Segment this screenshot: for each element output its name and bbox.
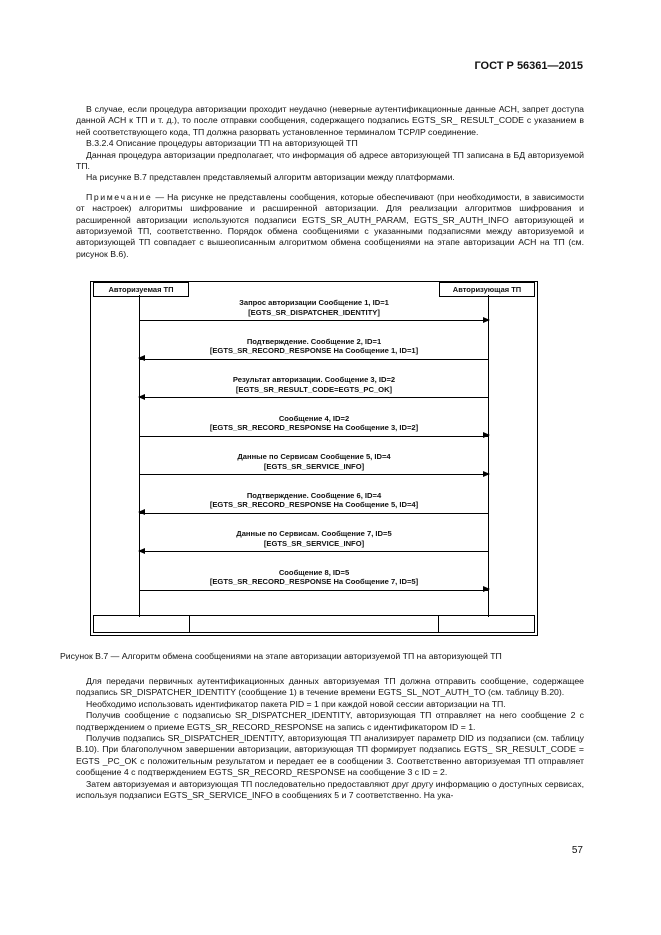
message-line2: [EGTS_SR_RECORD_RESPONSE На Сообщение 3, ID=2]	[209, 423, 419, 432]
footer-divider	[438, 616, 439, 632]
message-arrow	[139, 474, 489, 475]
message-label	[139, 375, 489, 394]
message-arrow	[139, 397, 489, 398]
message-line1: Результат авторизации. Сообщение 3, ID=2	[232, 375, 396, 384]
diagram-footer-bar	[93, 615, 535, 633]
message-arrow	[139, 359, 489, 360]
message-arrow	[139, 513, 489, 514]
left-actor: Авторизуемая ТП	[93, 282, 189, 297]
section-heading: В.3.2.4 Описание процедуры авторизации ТП на авторизующей ТП	[86, 138, 358, 149]
message-label	[139, 414, 489, 433]
message-label	[139, 452, 489, 471]
paragraph: Получив подзапись SR_DISPATCHER_IDENTITY, авторизующая ТП анализирует параметр DID из подзаписи (см. таблицу В.10). При благополучном завершении авторизации, авторизующая ТП формирует подзапись EGTS_ SR_RESULT_CODE = EGTS _PC_OK с положительным результатом и передает ее в сообщении 3. Соответственно авторизуемая ТП отправляет сообщение 4 с подтверждением EGTS_SR_RECORD_RESPONSE на сообщение 3 с ID = 2.	[76, 733, 584, 778]
message-arrow	[139, 551, 489, 552]
message-line1: Сообщение 4, ID=2	[278, 413, 350, 423]
message-label	[139, 337, 489, 356]
note	[76, 192, 584, 260]
paragraph: На рисунке В.7 представлен представляемый алгоритм авторизации между платформами.	[86, 172, 455, 183]
paragraph: Для передачи первичных аутентификационных данных авторизуемая ТП должна отправить сообщение, содержащее подзапись SR_DISPATCHER_IDENTITY (сообщение 1) в течение времени EGTS_SL_NOT_AUTH_TO (см. таблицу В.20).	[76, 676, 584, 698]
message-line2: [EGTS_SR_SERVICE_INFO]	[263, 461, 365, 471]
message-label	[139, 568, 489, 587]
body-section	[76, 676, 584, 801]
paragraph: Получив сообщение с подзаписью SR_DISPATCHER_IDENTITY, авторизующая ТП отправляет на него сообщение 2 с подтверждением о приеме EGTS_SR_RECORD_RESPONSE на запись с идентификатором ID = 1.	[76, 710, 584, 732]
message-line1: Подтверждение. Сообщение 2, ID=1	[246, 336, 382, 346]
message-arrow	[139, 590, 489, 591]
message-line2: [EGTS_SR_SERVICE_INFO]	[263, 538, 365, 548]
message-line2: [EGTS_SR_RESULT_CODE=EGTS_PC_OK]	[235, 384, 393, 394]
document-code: ГОСТ Р 56361—2015	[474, 60, 583, 72]
paragraph: Необходимо использовать идентификатор пакета PID = 1 при каждой новой сессии авторизации на ТП.	[86, 698, 506, 709]
paragraph: Данная процедура авторизации предполагает, что информация об адресе авторизующей ТП записана в БД авторизуемой ТП.	[76, 149, 584, 172]
message-line1: Запрос авторизации Сообщение 1, ID=1	[239, 298, 389, 307]
message-line1: Данные по Сервисам Сообщение 5, ID=4	[237, 452, 391, 461]
paragraph: В случае, если процедура авторизации проходит неудачно (неверные аутентификационные данные АСН, запрет доступа данной АСН к ТП и т. д.), то после отправки сообщения, содержащего подзапись EGTS_SR_ RESULT_CODE с указанием в ней соответствующего кода, ТП должна разорвать установленное терминалом TCP/IP соединение.	[76, 104, 584, 137]
message-arrow	[139, 320, 489, 321]
message-line1: Сообщение 8, ID=5	[278, 567, 350, 577]
message-arrow	[139, 436, 489, 437]
message-line2: [EGTS_SR_RECORD_RESPONSE На Сообщение 7, ID=5]	[209, 577, 419, 586]
message-label	[139, 529, 489, 548]
page-number: 57	[571, 845, 583, 856]
sequence-diagram	[90, 281, 538, 636]
figure-caption: Рисунок В.7 — Алгоритм обмена сообщениями на этапе авторизации авторизуемой ТП на авторизующей ТП	[60, 651, 502, 661]
right-actor: Авторизующая ТП	[439, 282, 535, 297]
paragraph: Затем авторизуемая и авторизующая ТП последовательно предоставляют друг другу информацию о доступных сервисах, используя подзаписи EGTS_SR_SERVICE_INFO в сообщениях 5 и 7 соответственно. На ука-	[76, 778, 584, 801]
message-line2: [EGTS_SR_DISPATCHER_IDENTITY]	[248, 307, 380, 317]
message-label	[139, 298, 489, 317]
intro-section	[76, 104, 584, 260]
message-line2: [EGTS_SR_RECORD_RESPONSE На Сообщение 5, ID=4]	[209, 500, 419, 509]
message-line2: [EGTS_SR_RECORD_RESPONSE На Сообщение 1, ID=1]	[209, 346, 419, 355]
footer-divider	[189, 616, 190, 632]
note-text: — На рисунке не представлены сообщения, которые обеспечивают (при необходимости, в зависимости от настроек) алгоритмы шифрование и расширенной авторизации. Для реализации алгоритмов шифрования и расширенной авторизации используются подзаписи EGTS_SR_AUTH_PARAM, EGTS_SR_AUTH_INFO авторизующей и авторизуемой ТП, соответственно. Порядок обмена сообщениями с указанными подзаписями между авторизуемой и авторизующей ТП совпадает с вышеописанным алгоритмом обмена сообщениями на этапе авторизации АСН на ТП (см. рисунок В.6).	[76, 191, 584, 259]
message-line1: Подтверждение. Сообщение 6, ID=4	[246, 490, 382, 500]
note-label: Примечание	[86, 191, 153, 202]
message-label	[139, 491, 489, 510]
message-line1: Данные по Сервисам. Сообщение 7, ID=5	[236, 529, 392, 538]
